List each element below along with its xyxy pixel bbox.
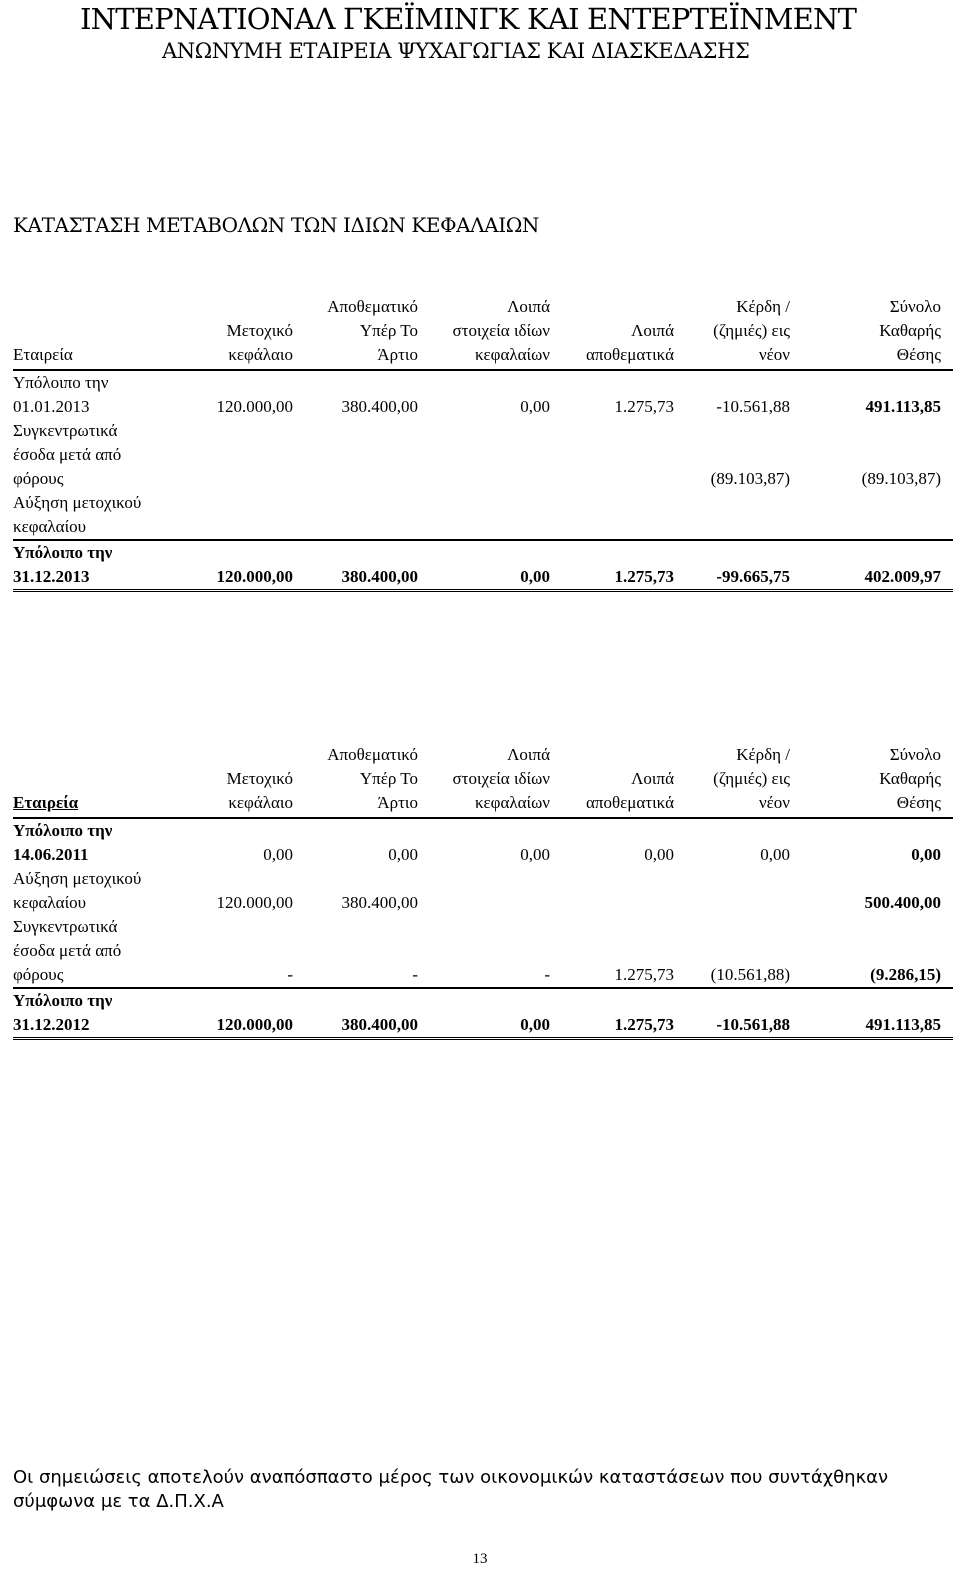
row-label: Αύξηση μετοχικού κεφαλαίου [13, 493, 142, 536]
header-entity: Εταιρεία [13, 743, 193, 818]
cell: 0,00 [911, 845, 941, 864]
company-subtitle: ΑΝΩΝΥΜΗ ΕΤΑΙΡΕΙΑ ΨΥΧΑΓΩΓΙΑΣ ΚΑΙ ΔΙΑΣΚΕΔΑΣΗΣ [162, 39, 750, 63]
cell: - [412, 965, 418, 984]
cell: 120.000,00 [216, 397, 293, 416]
header-total-equity: Σύνολο Καθαρής Θέσης [802, 743, 953, 818]
table-row-capital-increase-2012 [13, 867, 953, 915]
table-row-opening-2011 [13, 818, 953, 867]
page-number: 13 [472, 1551, 488, 1567]
header-share-premium: Αποθεματικό Υπέρ Το Άρτιο [305, 295, 430, 370]
table-header-row [13, 743, 953, 818]
cell: 0,00 [644, 845, 674, 864]
footnote: Οι σημειώσεις αποτελούν αναπόσπαστο μέρος των οικονομικών καταστάσεων που συντάχθηκαν σύμφωνα με τα Δ.Π.Χ.Α [13, 1467, 889, 1512]
cell: 380.400,00 [305, 988, 430, 1039]
equity-changes-table-2013 [13, 295, 953, 592]
cell: 1.275,73 [562, 540, 686, 591]
table-row-opening-2013 [13, 370, 953, 419]
cell: 500.400,00 [864, 893, 941, 912]
table-row-comprehensive-2012 [13, 915, 953, 988]
cell: 120.000,00 [193, 540, 305, 591]
row-label: Συγκεντρωτικά έσοδα μετά από φόρους [13, 917, 122, 984]
cell: 0,00 [430, 988, 562, 1039]
cell: 0,00 [760, 845, 790, 864]
cell: -10.561,88 [686, 988, 802, 1039]
header-retained-earnings: Κέρδη / (ζημιές) εις νέον [686, 743, 802, 818]
header-total-equity: Σύνολο Καθαρής Θέσης [802, 295, 953, 370]
cell: 0,00 [263, 845, 293, 864]
cell: (89.103,87) [861, 469, 941, 488]
row-label: Υπόλοιπο την 14.06.2011 [13, 821, 113, 864]
row-label: Συγκεντρωτικά έσοδα μετά από φόρους [13, 421, 122, 488]
header-entity: Εταιρεία [13, 295, 193, 370]
cell: 0,00 [430, 540, 562, 591]
cell: 120.000,00 [216, 893, 293, 912]
cell: - [544, 965, 550, 984]
header-retained-earnings: Κέρδη / (ζημιές) εις νέον [686, 295, 802, 370]
cell: 380.400,00 [305, 540, 430, 591]
table-row-capital-increase-2013 [13, 491, 953, 540]
cell: -99.665,75 [686, 540, 802, 591]
cell: 491.113,85 [865, 397, 941, 416]
header-share-capital: Μετοχικό κεφάλαιο [193, 295, 305, 370]
header-other-reserves: Λοιπά αποθεματικά [562, 295, 686, 370]
cell: 120.000,00 [193, 988, 305, 1039]
company-name: ΙΝΤΕΡΝΑΤΙΟΝΑΛ ΓΚΕΪΜΙΝΓΚ ΚΑΙ ΕΝΤΕΡΤΕΪΝΜΕΝΤ [80, 2, 857, 36]
table-row-closing-2013 [13, 540, 953, 591]
header-other-equity: Λοιπά στοιχεία ιδίων κεφαλαίων [430, 295, 562, 370]
row-label: Αύξηση μετοχικού κεφαλαίου [13, 869, 142, 912]
cell: 491.113,85 [802, 988, 953, 1039]
cell: 380.400,00 [341, 893, 418, 912]
equity-changes-table-2012 [13, 743, 953, 1040]
row-label: Υπόλοιπο την 31.12.2013 [13, 540, 193, 591]
table-row-closing-2012 [13, 988, 953, 1039]
cell: (89.103,87) [710, 469, 790, 488]
header-other-reserves: Λοιπά αποθεματικά [562, 743, 686, 818]
cell: 0,00 [520, 845, 550, 864]
header-share-premium: Αποθεματικό Υπέρ Το Άρτιο [305, 743, 430, 818]
cell: -10.561,88 [716, 397, 790, 416]
cell: 1.275,73 [614, 397, 674, 416]
header-share-capital: Μετοχικό κεφάλαιο [193, 743, 305, 818]
cell: (9.286,15) [870, 965, 941, 984]
cell: 1.275,73 [614, 965, 674, 984]
cell: 380.400,00 [341, 397, 418, 416]
row-label: Υπόλοιπο την 01.01.2013 [13, 373, 109, 416]
cell: 0,00 [520, 397, 550, 416]
cell: 1.275,73 [562, 988, 686, 1039]
section-title: ΚΑΤΑΣΤΑΣΗ ΜΕΤΑΒΟΛΩΝ ΤΩΝ ΙΔΙΩΝ ΚΕΦΑΛΑΙΩΝ [13, 213, 539, 237]
cell: - [287, 965, 293, 984]
cell: (10.561,88) [710, 965, 790, 984]
cell: 0,00 [388, 845, 418, 864]
table-header-row [13, 295, 953, 370]
table-row-comprehensive-2013 [13, 419, 953, 491]
header-other-equity: Λοιπά στοιχεία ιδίων κεφαλαίων [430, 743, 562, 818]
cell: 402.009,97 [802, 540, 953, 591]
row-label: Υπόλοιπο την 31.12.2012 [13, 988, 193, 1039]
